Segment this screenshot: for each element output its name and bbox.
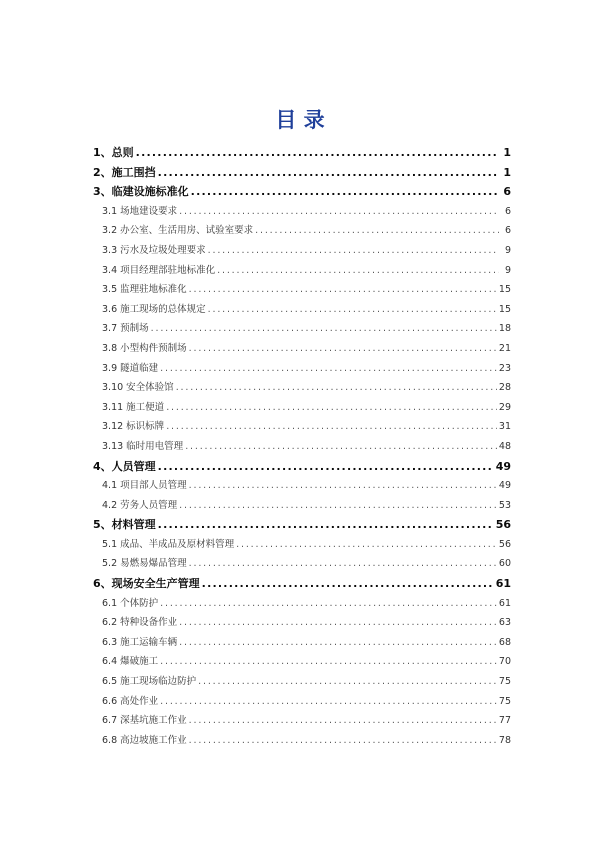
toc-entry-label: 4.2 劳务人员管理: [102, 499, 178, 511]
toc-dot-leader: [217, 261, 499, 281]
toc-entry-label: 6.7 深基坑施工作业: [102, 715, 187, 727]
toc-section-entry[interactable]: [93, 300, 511, 320]
toc-dot-leader: [179, 633, 497, 653]
toc-chapter-entry[interactable]: [93, 163, 511, 183]
toc-section-entry[interactable]: [93, 202, 511, 222]
toc-dot-leader: [255, 221, 499, 241]
toc-entry-label: 3.13 临时用电管理: [102, 440, 184, 452]
toc-dot-leader: [160, 359, 497, 379]
toc-dot-leader: [189, 339, 497, 359]
toc-dot-leader: [179, 202, 499, 222]
toc-page-number: 15: [498, 303, 511, 315]
toc-page-number: 49: [498, 480, 511, 492]
toc-entry-label: 6.6 高处作业: [102, 695, 159, 707]
toc-page-number: 56: [495, 518, 511, 532]
toc-entry-label: 3.1 场地建设要求: [102, 205, 178, 217]
toc-section-entry[interactable]: [93, 280, 511, 300]
toc-entry-label: 6.8 高边坡施工作业: [102, 734, 187, 746]
toc-page-number: 21: [498, 342, 511, 354]
toc-page-number: 70: [498, 656, 511, 668]
toc-page-number: 28: [498, 382, 511, 394]
toc-dot-leader: [176, 378, 497, 398]
toc-page-number: 6: [504, 205, 511, 217]
toc-dot-leader: [158, 163, 499, 183]
toc-dot-leader: [158, 457, 494, 477]
toc-dot-leader: [198, 672, 497, 692]
toc-page-number: 61: [498, 597, 511, 609]
toc-section-entry[interactable]: [93, 711, 511, 731]
toc-section-entry[interactable]: [93, 339, 511, 359]
toc-section-entry[interactable]: [93, 535, 511, 555]
toc-entry-label: 3.9 隧道临建: [102, 362, 159, 374]
toc-dot-leader: [189, 476, 497, 496]
toc-entry-label: 6.1 个体防护: [102, 597, 159, 609]
toc-entry-label: 2、施工围挡: [93, 165, 156, 179]
toc-dot-leader: [166, 398, 497, 418]
toc-entry-label: 3.5 监理驻地标准化: [102, 284, 187, 296]
toc-section-entry[interactable]: [93, 359, 511, 379]
toc-dot-leader: [185, 437, 497, 457]
toc-chapter-entry[interactable]: [93, 515, 511, 535]
toc-page-number: 75: [498, 676, 511, 688]
toc-page-number: 53: [498, 499, 511, 511]
toc-dot-leader: [189, 711, 497, 731]
toc-entry-label: 3.12 标识标牌: [102, 421, 165, 433]
toc-entry-label: 4.1 项目部人员管理: [102, 480, 187, 492]
toc-chapter-entry[interactable]: [93, 143, 511, 163]
toc-dot-leader: [208, 241, 499, 261]
toc-page-number: 56: [498, 538, 511, 550]
table-of-contents: [93, 143, 511, 750]
toc-section-entry[interactable]: [93, 731, 511, 751]
toc-section-entry[interactable]: [93, 554, 511, 574]
toc-page-number: 1: [503, 146, 511, 159]
toc-entry-label: 5.2 易燃易爆品管理: [102, 558, 187, 570]
toc-section-entry[interactable]: [93, 241, 511, 261]
toc-section-entry[interactable]: [93, 437, 511, 457]
toc-page-number: 68: [498, 636, 511, 648]
toc-section-entry[interactable]: [93, 633, 511, 653]
toc-entry-label: 5.1 成品、半成品及原材料管理: [102, 538, 235, 550]
toc-section-entry[interactable]: [93, 496, 511, 516]
toc-dot-leader: [189, 280, 497, 300]
toc-page-number: 18: [498, 323, 511, 335]
toc-section-entry[interactable]: [93, 476, 511, 496]
toc-section-entry[interactable]: [93, 417, 511, 437]
toc-page-number: 31: [498, 421, 511, 433]
toc-page-number: 29: [498, 401, 511, 413]
toc-entry-label: 6.2 特种设备作业: [102, 617, 178, 629]
toc-entry-label: 3.8 小型构件预制场: [102, 342, 187, 354]
toc-section-entry[interactable]: [93, 652, 511, 672]
page-title: 目 录: [275, 108, 325, 132]
toc-dot-leader: [160, 692, 497, 712]
toc-dot-leader: [208, 300, 497, 320]
toc-page-number: 23: [498, 362, 511, 374]
toc-page-number: 61: [495, 577, 511, 591]
toc-section-entry[interactable]: [93, 221, 511, 241]
toc-page-number: 60: [498, 558, 511, 570]
toc-section-entry[interactable]: [93, 692, 511, 712]
toc-section-entry[interactable]: [93, 261, 511, 281]
toc-entry-label: 6.5 施工现场临边防护: [102, 676, 197, 688]
toc-page-number: 48: [498, 440, 511, 452]
toc-dot-leader: [179, 613, 497, 633]
toc-dot-leader: [189, 554, 497, 574]
toc-dot-leader: [179, 496, 497, 516]
toc-entry-label: 5、材料管理: [93, 518, 156, 532]
toc-dot-leader: [160, 594, 497, 614]
toc-dot-leader: [191, 182, 499, 202]
toc-page-number: 75: [498, 695, 511, 707]
toc-entry-label: 3.2 办公室、生活用房、试验室要求: [102, 225, 254, 237]
toc-entry-label: 4、人员管理: [93, 459, 156, 473]
toc-section-entry[interactable]: [93, 398, 511, 418]
toc-page-number: 63: [498, 617, 511, 629]
toc-dot-leader: [136, 143, 499, 163]
toc-entry-label: 3、临建设施标准化: [93, 185, 189, 199]
toc-page-number: 49: [495, 459, 511, 473]
toc-section-entry[interactable]: [93, 378, 511, 398]
toc-page-number: 6: [504, 225, 511, 237]
toc-section-entry[interactable]: [93, 594, 511, 614]
toc-section-entry[interactable]: [93, 613, 511, 633]
toc-entry-label: 6、现场安全生产管理: [93, 577, 200, 591]
toc-page-number: 77: [498, 715, 511, 727]
toc-entry-label: 6.3 施工运输车辆: [102, 636, 178, 648]
toc-entry-label: 1、总则: [93, 146, 134, 159]
toc-dot-leader: [189, 731, 497, 751]
toc-dot-leader: [202, 574, 494, 594]
toc-dot-leader: [160, 652, 497, 672]
toc-page-number: 1: [503, 165, 511, 179]
toc-entry-label: 3.6 施工现场的总体规定: [102, 303, 206, 315]
toc-chapter-entry[interactable]: [93, 574, 511, 594]
toc-page-number: 9: [504, 244, 511, 256]
toc-entry-label: 3.10 安全体验馆: [102, 382, 174, 394]
toc-page-number: 9: [504, 264, 511, 276]
toc-dot-leader: [158, 515, 494, 535]
toc-page-number: 15: [498, 284, 511, 296]
toc-entry-label: 3.11 施工便道: [102, 401, 165, 413]
toc-chapter-entry[interactable]: [93, 182, 511, 202]
toc-page-number: 6: [503, 185, 511, 199]
toc-dot-leader: [166, 417, 497, 437]
toc-chapter-entry[interactable]: [93, 457, 511, 477]
toc-dot-leader: [151, 319, 497, 339]
toc-entry-label: 3.3 污水及垃圾处理要求: [102, 244, 206, 256]
toc-entry-label: 3.4 项目经理部驻地标准化: [102, 264, 216, 276]
toc-section-entry[interactable]: [93, 672, 511, 692]
toc-page-number: 78: [498, 734, 511, 746]
toc-dot-leader: [236, 535, 497, 555]
toc-section-entry[interactable]: [93, 319, 511, 339]
toc-entry-label: 3.7 预制场: [102, 323, 149, 335]
toc-entry-label: 6.4 爆破施工: [102, 656, 159, 668]
